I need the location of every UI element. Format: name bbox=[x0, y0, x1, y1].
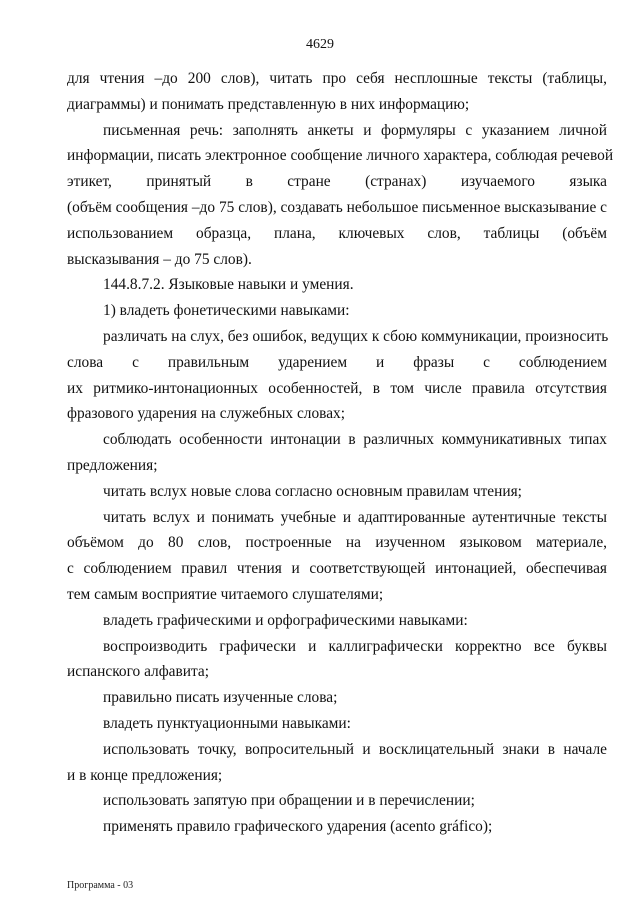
text-line: высказывания – до 75 слов). bbox=[67, 250, 252, 268]
text-line: использовать запятую при обращении и в перечислении; bbox=[103, 792, 475, 810]
text-line: и в конце предложения; bbox=[67, 766, 223, 784]
paragraph bbox=[67, 427, 607, 479]
text-line: слова с правильным ударением и фразы с соблюдением bbox=[67, 353, 607, 371]
paragraph bbox=[67, 788, 607, 814]
page-number: 4629 bbox=[306, 37, 334, 52]
text-line: соблюдать особенности интонации в различных коммуникативных типах bbox=[103, 431, 607, 449]
text-line: владеть пунктуационными навыками: bbox=[103, 714, 351, 732]
paragraph bbox=[67, 737, 607, 789]
text-line: читать вслух и понимать учебные и адаптированные аутентичные тексты bbox=[103, 508, 607, 526]
paragraph bbox=[67, 634, 607, 686]
text-line: испанского алфавита; bbox=[67, 663, 210, 681]
paragraph bbox=[67, 814, 607, 840]
text-line: (объём сообщения –до 75 слов), создавать небольшое письменное высказывание с bbox=[67, 198, 607, 216]
text-line: объёмом до 80 слов, построенные на изученном языковом материале, bbox=[67, 534, 607, 552]
paragraph bbox=[67, 324, 607, 427]
text-line: диаграммы) и понимать представленную в них информацию; bbox=[67, 95, 470, 113]
paragraph bbox=[67, 685, 607, 711]
paragraph bbox=[67, 298, 607, 324]
paragraph bbox=[67, 66, 607, 118]
text-line: применять правило графического ударения (acento gráfico); bbox=[103, 818, 493, 836]
paragraph bbox=[67, 118, 614, 273]
text-line: 144.8.7.2. Языковые навыки и умения. bbox=[103, 276, 354, 294]
paragraph bbox=[67, 711, 607, 737]
text-line: их ритмико-интонационных особенностей, в том числе правила отсутствия bbox=[67, 379, 607, 397]
text-line: различать на слух, без ошибок, ведущих к сбою коммуникации, произносить bbox=[103, 327, 609, 345]
text-line: предложения; bbox=[67, 456, 158, 474]
text-line: воспроизводить графически и каллиграфически корректно все буквы bbox=[103, 637, 607, 655]
paragraph bbox=[67, 608, 607, 634]
text-line: тем самым восприятие читаемого слушателями; bbox=[67, 585, 384, 603]
body-text bbox=[67, 66, 614, 840]
text-line: с соблюдением правил чтения и соответствующей интонацией, обеспечивая bbox=[67, 560, 607, 578]
paragraph bbox=[67, 505, 607, 608]
text-line: для чтения –до 200 слов), читать про себя несплошные тексты (таблицы, bbox=[67, 70, 607, 87]
text-line: использованием образца, плана, ключевых слов, таблицы (объём bbox=[67, 224, 607, 242]
text-line: читать вслух новые слова согласно основным правилам чтения; bbox=[103, 482, 522, 500]
text-line: этикет, принятый в стране (странах) изучаемого языка bbox=[67, 173, 607, 191]
text-line: фразового ударения на служебных словах; bbox=[67, 405, 346, 423]
text-line: 1) владеть фонетическими навыками: bbox=[103, 302, 350, 320]
text-line: письменная речь: заполнять анкеты и формуляры с указанием личной bbox=[103, 121, 607, 139]
text-line: использовать точку, вопросительный и восклицательный знаки в начале bbox=[103, 740, 607, 758]
paragraph bbox=[67, 272, 607, 298]
text-line: информации, писать электронное сообщение личного характера, соблюдая речевой bbox=[67, 147, 614, 165]
paragraph bbox=[67, 479, 607, 505]
footer-label: Программа - 03 bbox=[67, 880, 134, 891]
text-line: владеть графическими и орфографическими навыками: bbox=[103, 611, 468, 629]
text-line: правильно писать изученные слова; bbox=[103, 689, 338, 707]
